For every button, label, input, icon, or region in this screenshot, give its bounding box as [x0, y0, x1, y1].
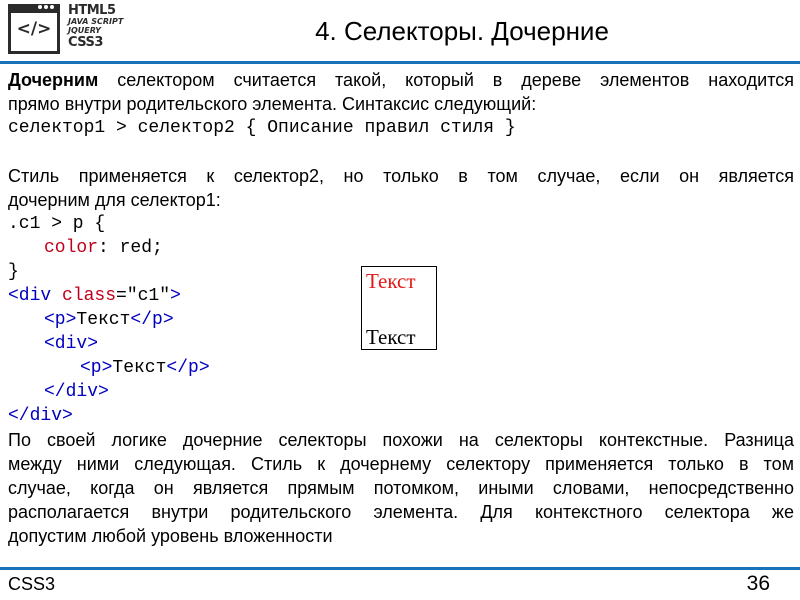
inner-p-open-tag: <p>	[80, 358, 113, 378]
conclusion-line-1: По своей логике дочерние селекторы похожи на селекторы контекстные. Разница	[8, 430, 794, 450]
explain-line-1: Стиль применяется к селектор2, но только в том случае, если он является	[8, 166, 794, 186]
intro-line-1	[8, 68, 794, 92]
css-property-line	[8, 236, 794, 260]
preview-text-black: Текст	[366, 325, 416, 349]
footer-divider	[0, 567, 800, 570]
p-open-tag: <p>	[44, 310, 77, 330]
logo-line-javascript: JAVA SCRIPT	[68, 17, 124, 26]
div-open-end: >	[170, 286, 181, 306]
logo-line-jquery: JQUERY	[68, 26, 101, 35]
css-close-line: }	[8, 262, 19, 282]
page-number: 36	[746, 572, 770, 595]
css-value: : red;	[98, 238, 163, 258]
html-inner-div-open-line: <div>	[44, 334, 99, 354]
html-inner-div-close-line: </div>	[44, 382, 109, 402]
logo-line-css3: CSS3	[68, 35, 103, 50]
p-close-tag: </p>	[130, 310, 174, 330]
slide-title: 4. Селекторы. Дочерние	[315, 16, 609, 46]
inner-p-close-tag: </p>	[166, 358, 210, 378]
syntax-line: селектор1 > селектор2 { Описание правил стиля }	[8, 118, 516, 138]
window-dots-icon	[38, 5, 54, 9]
intro-line-1-text: селектором считается такой, который в дереве элементов находится	[98, 70, 794, 90]
class-attribute: class	[62, 286, 117, 306]
blank-line	[8, 140, 794, 164]
logo-line-html5: HTML5	[68, 3, 116, 18]
render-preview-box	[361, 266, 437, 350]
div-open-tag: <div	[8, 286, 63, 306]
intro-line-2: прямо внутри родительского элемента. Синтаксис следующий:	[8, 94, 537, 114]
preview-text-red: Текст	[366, 269, 416, 293]
p-text: Текст	[76, 310, 131, 330]
html-inner-p-line	[8, 356, 794, 380]
css-selector-line: .c1 > p {	[8, 214, 106, 234]
conclusion-line-5: допустим любой уровень вложенности	[8, 526, 333, 546]
footer-course-label: CSS3	[8, 574, 56, 594]
intro-bold-word: Дочерним	[8, 70, 99, 90]
conclusion-line-4: располагается внутри родительского элемента. Для контекстного селектора же	[8, 502, 794, 522]
conclusion-line-3: случае, когда он является прямым потомком, иными словами, непосредственно	[8, 478, 794, 498]
css-property: color	[44, 238, 99, 258]
conclusion-line-2: между ними следующая. Стиль к дочернему селектору применяется только в том	[8, 454, 794, 474]
class-value: ="c1"	[116, 286, 171, 306]
inner-p-text: Текст	[112, 358, 167, 378]
header-divider	[0, 61, 800, 64]
html-outer-div-close-line: </div>	[8, 406, 73, 426]
code-brackets-icon: </>	[16, 19, 52, 39]
explain-line-2: дочерним для селектор1:	[8, 190, 221, 210]
